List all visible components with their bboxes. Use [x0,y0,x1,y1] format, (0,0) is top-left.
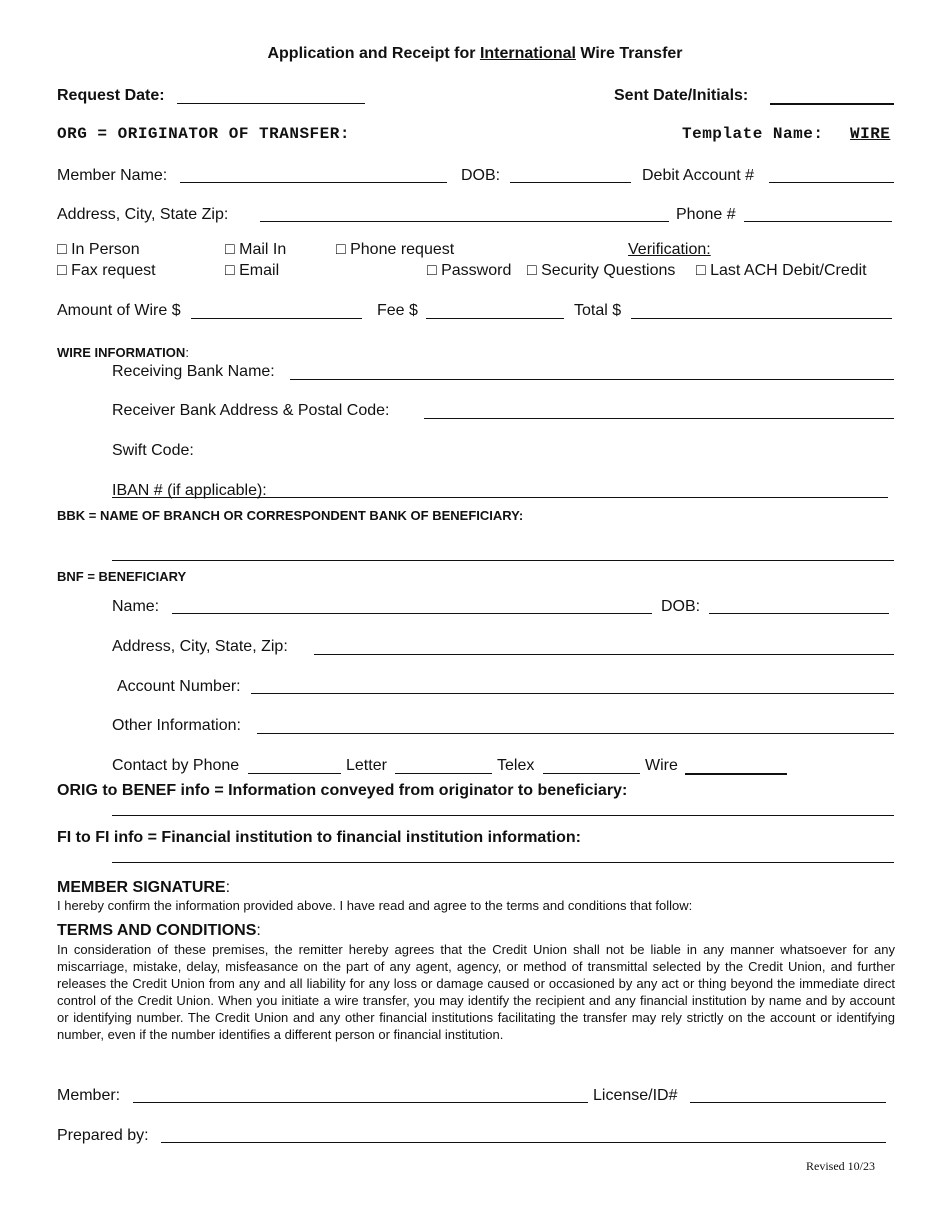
bnf-dob-field[interactable] [709,613,889,614]
in-person-checkbox[interactable]: □ In Person [57,241,140,258]
receiver-address-field[interactable] [424,418,894,419]
template-label: Template Name: [682,125,824,143]
debit-account-field[interactable] [769,182,894,183]
revision-note: Revised 10/23 [806,1159,875,1173]
iban-field[interactable] [112,497,888,498]
bnf-name-field[interactable] [172,613,652,614]
sent-date-label: Sent Date/Initials: [614,87,749,104]
email-checkbox[interactable]: □ Email [225,262,280,279]
contact-letter-label: Letter [346,757,387,774]
password-checkbox[interactable]: □ Password [427,262,512,279]
signature-heading [57,879,230,897]
bnf-address-label: Address, City, State, Zip: [112,638,288,655]
address-label: Address, City, State Zip: [57,206,229,223]
request-date-field[interactable] [177,103,365,104]
phone-label: Phone # [676,206,736,223]
wire-info-colon: : [185,345,189,360]
amount-field[interactable] [191,318,362,319]
contact-phone-field[interactable] [248,773,341,774]
member-label: Member: [57,1087,121,1104]
swift-code-label: Swift Code: [112,442,194,459]
bnf-other-field[interactable] [257,733,894,734]
contact-telex-label: Telex [497,757,535,774]
mail-in-checkbox[interactable]: □ Mail In [225,241,287,258]
orig-benef-heading: ORIG to BENEF info = Information conveyed from originator to beneficiary: [57,782,628,799]
phone-field[interactable] [744,221,892,222]
bnf-name-label: Name: [112,598,160,615]
total-field[interactable] [631,318,892,319]
receiving-bank-label: Receiving Bank Name: [112,363,275,380]
terms-heading-text: TERMS AND CONDITIONS [57,922,257,939]
terms-colon: : [256,922,261,939]
address-field[interactable] [260,221,669,222]
prepared-by-label: Prepared by: [57,1127,149,1144]
dob-label: DOB: [461,167,501,184]
license-field[interactable] [690,1102,886,1103]
contact-phone-label: Contact by Phone [112,757,240,774]
terms-heading [57,922,261,940]
sent-date-field[interactable] [770,103,894,105]
fee-field[interactable] [426,318,564,319]
fi-fi-field[interactable] [112,862,894,863]
fax-request-checkbox[interactable]: □ Fax request [57,262,156,279]
receiving-bank-field[interactable] [290,379,894,380]
prepared-by-field[interactable] [161,1142,886,1143]
member-name-label: Member Name: [57,167,168,184]
contact-telex-field[interactable] [543,773,640,774]
request-date-label: Request Date: [57,87,165,104]
security-questions-checkbox[interactable]: □ Security Questions [527,262,676,279]
wire-info-heading [57,345,189,361]
member-signature-field[interactable] [133,1102,588,1103]
bnf-account-label: Account Number: [117,678,241,695]
terms-paragraph: In consideration of these premises, the remitter hereby agrees that the Credit Union shall not be liable in any manner whatsoever for any miscarriage, mistake, delay, misfeasance on the part of any agent, agency, or method of transmittal selected by the Credit Union, and further releases the Credit Union from any and all liability for any loss or damage caused or occasioned by any act or thing beyond the immediate direct control of the Credit Union. When you initiate a wire transfer, you may identify the recipient and any financial institution by name and by account or identifying number. The Credit Union and any other financial institutions facilitating the transfer may rely strictly on the account or identifying number, even if the number identifies a different person or financial institution. [57,942,895,1042]
orig-benef-field[interactable] [112,815,894,816]
total-label: Total $ [574,302,622,319]
license-label: License/ID# [593,1087,678,1104]
fi-fi-heading: FI to FI info = Financial institution to financial institution information: [57,829,581,846]
bbk-heading: BBK = NAME OF BRANCH OR CORRESPONDENT BANK OF BENEFICIARY: [57,508,524,523]
fee-label: Fee $ [377,302,418,319]
contact-wire-label: Wire [645,757,678,774]
phone-request-checkbox[interactable]: □ Phone request [336,241,455,258]
debit-account-label: Debit Account # [642,167,755,184]
iban-label: IBAN # (if applicable): [112,482,267,499]
bnf-dob-label: DOB: [661,598,701,615]
amount-label: Amount of Wire $ [57,302,181,319]
member-name-field[interactable] [180,182,447,183]
contact-letter-field[interactable] [395,773,492,774]
receiver-address-label: Receiver Bank Address & Postal Code: [112,402,390,419]
bnf-address-field[interactable] [314,654,894,655]
verification-label: Verification: [628,241,711,258]
title-prefix: Application and Receipt for [267,45,480,62]
dob-field[interactable] [510,182,631,183]
last-ach-checkbox[interactable]: □ Last ACH Debit/Credit [696,262,867,279]
template-value: WIRE [850,125,891,143]
bbk-field[interactable] [112,560,894,561]
bnf-account-field[interactable] [251,693,894,694]
page-title [0,45,950,63]
contact-wire-field[interactable] [685,773,787,775]
wire-info-heading-text: WIRE INFORMATION [57,345,186,360]
bnf-other-label: Other Information: [112,717,241,734]
org-heading: ORG = ORIGINATOR OF TRANSFER: [57,125,350,143]
signature-confirmation: I hereby confirm the information provided above. I have read and agree to the terms and conditions that follow: [57,898,693,913]
title-suffix: Wire Transfer [575,45,683,62]
signature-heading-text: MEMBER SIGNATURE [57,879,226,896]
bnf-heading: BNF = BENEFICIARY [57,569,187,584]
title-underlined: International [479,45,576,62]
signature-colon: : [225,879,231,896]
